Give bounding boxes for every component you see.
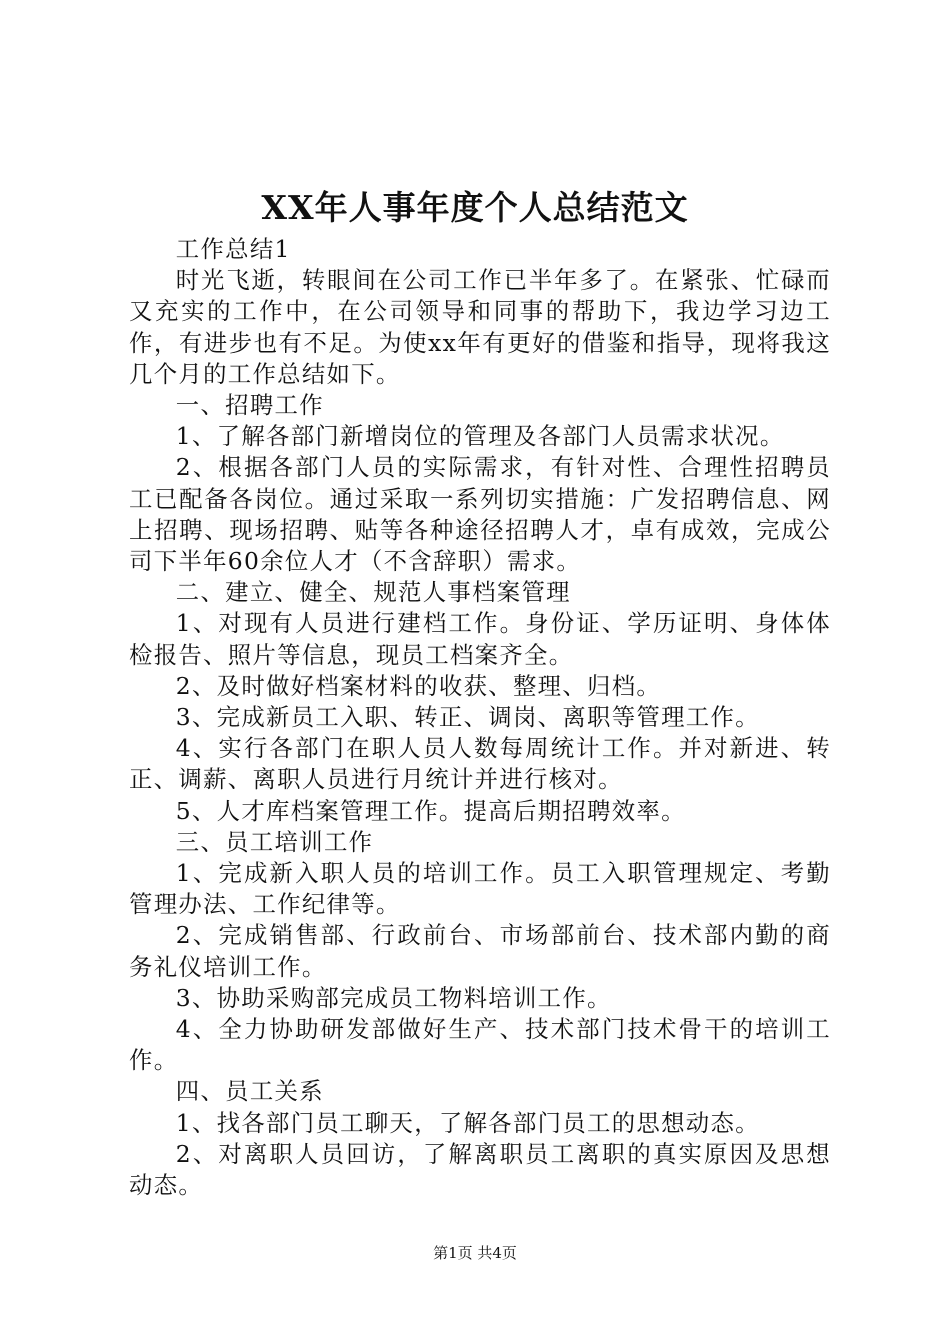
- document-title: XX年人事年度个人总结范文: [261, 188, 689, 227]
- document-body: [129, 234, 831, 1201]
- paragraph: 1、找各部门员工聊天，了解各部门员工的思想动态。: [175, 1108, 760, 1137]
- paragraph: 1、了解各部门新增岗位的管理及各部门人员需求状况。: [175, 422, 785, 451]
- paragraph: 3、协助采购部完成员工物料培训工作。: [175, 983, 612, 1012]
- paragraph: 1、对现有人员进行建档工作。身份证、学历证明、身体体检报告、照片等信息，现员工档案齐全。: [129, 609, 831, 669]
- paragraph: 工作总结1: [175, 235, 291, 263]
- section-heading: 二、建立、健全、规范人事档案管理: [175, 578, 571, 607]
- section-heading: 一、招聘工作: [175, 391, 324, 420]
- paragraph: 2、对离职人员回访，了解离职员工离职的真实原因及思想动态。: [129, 1139, 831, 1200]
- paragraph: 4、全力协助研发部做好生产、技术部门技术骨干的培训工作。: [129, 1015, 831, 1075]
- paragraph: 2、及时做好档案材料的收获、整理、归档。: [175, 671, 662, 700]
- paragraph: 2、根据各部门人员的实际需求，有针对性、合理性招聘员工已配备各岗位。通过采取一系列切实措施：广发招聘信息、网上招聘、现场招聘、贴等各种途径招聘人才，卓有成效，完成公司下半年60余位人才（不含辞职）需求。: [129, 453, 831, 576]
- paragraph: 时光飞逝，转眼间在公司工作已半年多了。在紧张、忙碌而又充实的工作中，在公司领导和同事的帮助下，我边学习边工作，有进步也有不足。为使xx年有更好的借鉴和指导，现将我这几个月的工作总结如下。: [129, 266, 831, 388]
- paragraph: 1、完成新入职人员的培训工作。员工入职管理规定、考勤管理办法、工作纪律等。: [129, 859, 831, 919]
- paragraph: 3、完成新员工入职、转正、调岗、离职等管理工作。: [175, 703, 760, 732]
- section-heading: 三、员工培训工作: [175, 827, 374, 856]
- page-footer: 第1页 共4页: [433, 1244, 517, 1262]
- paragraph: 5、人才库档案管理工作。提高后期招聘效率。: [175, 796, 686, 825]
- paragraph: 4、实行各部门在职人员人数每周统计工作。并对新进、转正、调薪、离职人员进行月统计并进行核对。: [129, 734, 831, 794]
- section-heading: 四、员工关系: [175, 1077, 324, 1106]
- paragraph: 2、完成销售部、行政前台、市场部前台、技术部内勤的商务礼仪培训工作。: [129, 921, 831, 981]
